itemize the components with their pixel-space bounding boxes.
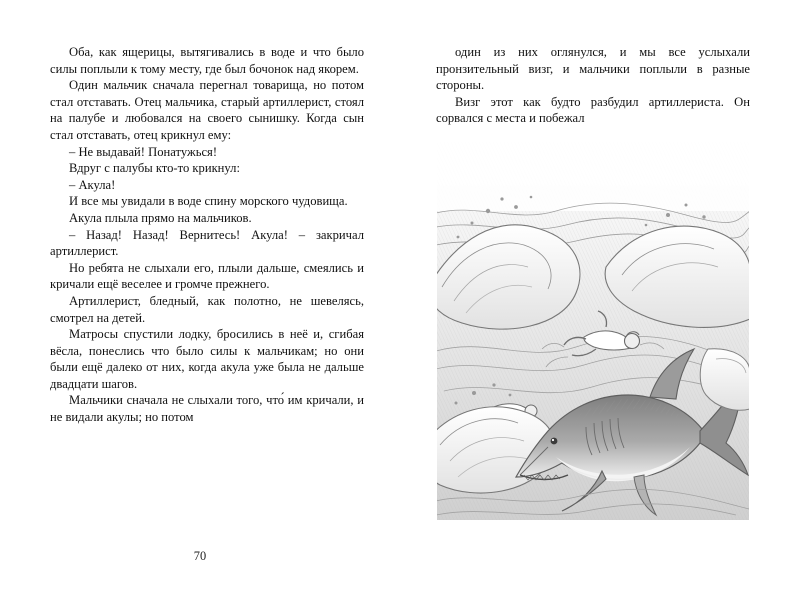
paragraph: Но ребята не слыхали его, плыли дальше, смеялись и кричали ещё веселее и громче прежнего. [50,260,364,292]
left-page-text [50,44,364,426]
paragraph: Артиллерист, бледный, как полотно, не шевелясь, смотрел на детей. [50,293,364,325]
paragraph: Вдруг с палубы кто-то крикнул: [69,161,240,176]
paragraph: Оба, как ящерицы, вытягивались в воде и что было силы поплыли к тому месту, где был бочонок над якорем. [50,45,364,76]
paragraph: И все мы увидали в воде спину морского чудовища. [69,194,348,209]
paragraph: – Не выдавай! Понатужься! [69,144,218,159]
right-page [400,0,800,600]
paragraph: – Акула! [69,177,116,192]
paragraph: Один мальчик сначала перегнал товарища, но потом стал отставать. Отец мальчика, старый артиллерист, стоял на палубе и любовался на своего сынишку. Когда сын стал отставать, отец крикнул ему: [50,78,364,142]
paragraph: один из них оглянулся, и мы все услыхали пронзительный визг, и мальчики поплыли в разные стороны. [436,45,750,93]
paragraph: Матросы спустили лодку, бросились в неё и, сгибая вёсла, понеслись что было силы к мальчикам; но они были ещё далеко от них, когда акула уже была не дальше двадцати шагов. [50,327,364,391]
paragraph: Акула плыла прямо на мальчиков. [69,210,252,225]
paragraph: Визг этот как будто разбудил артиллериста. Он сорвался с места и побежал [436,94,750,126]
page-number: 70 [193,549,207,563]
shark-and-swimmers-illustration [436,141,750,521]
paragraph: Мальчики сначала не слыхали того, что́ им кричали, и не видали акулы; но потом [50,393,364,425]
right-page-text [436,44,750,127]
paragraph: – Назад! Назад! Вернитесь! Акула! – закричал артиллерист. [50,227,364,259]
